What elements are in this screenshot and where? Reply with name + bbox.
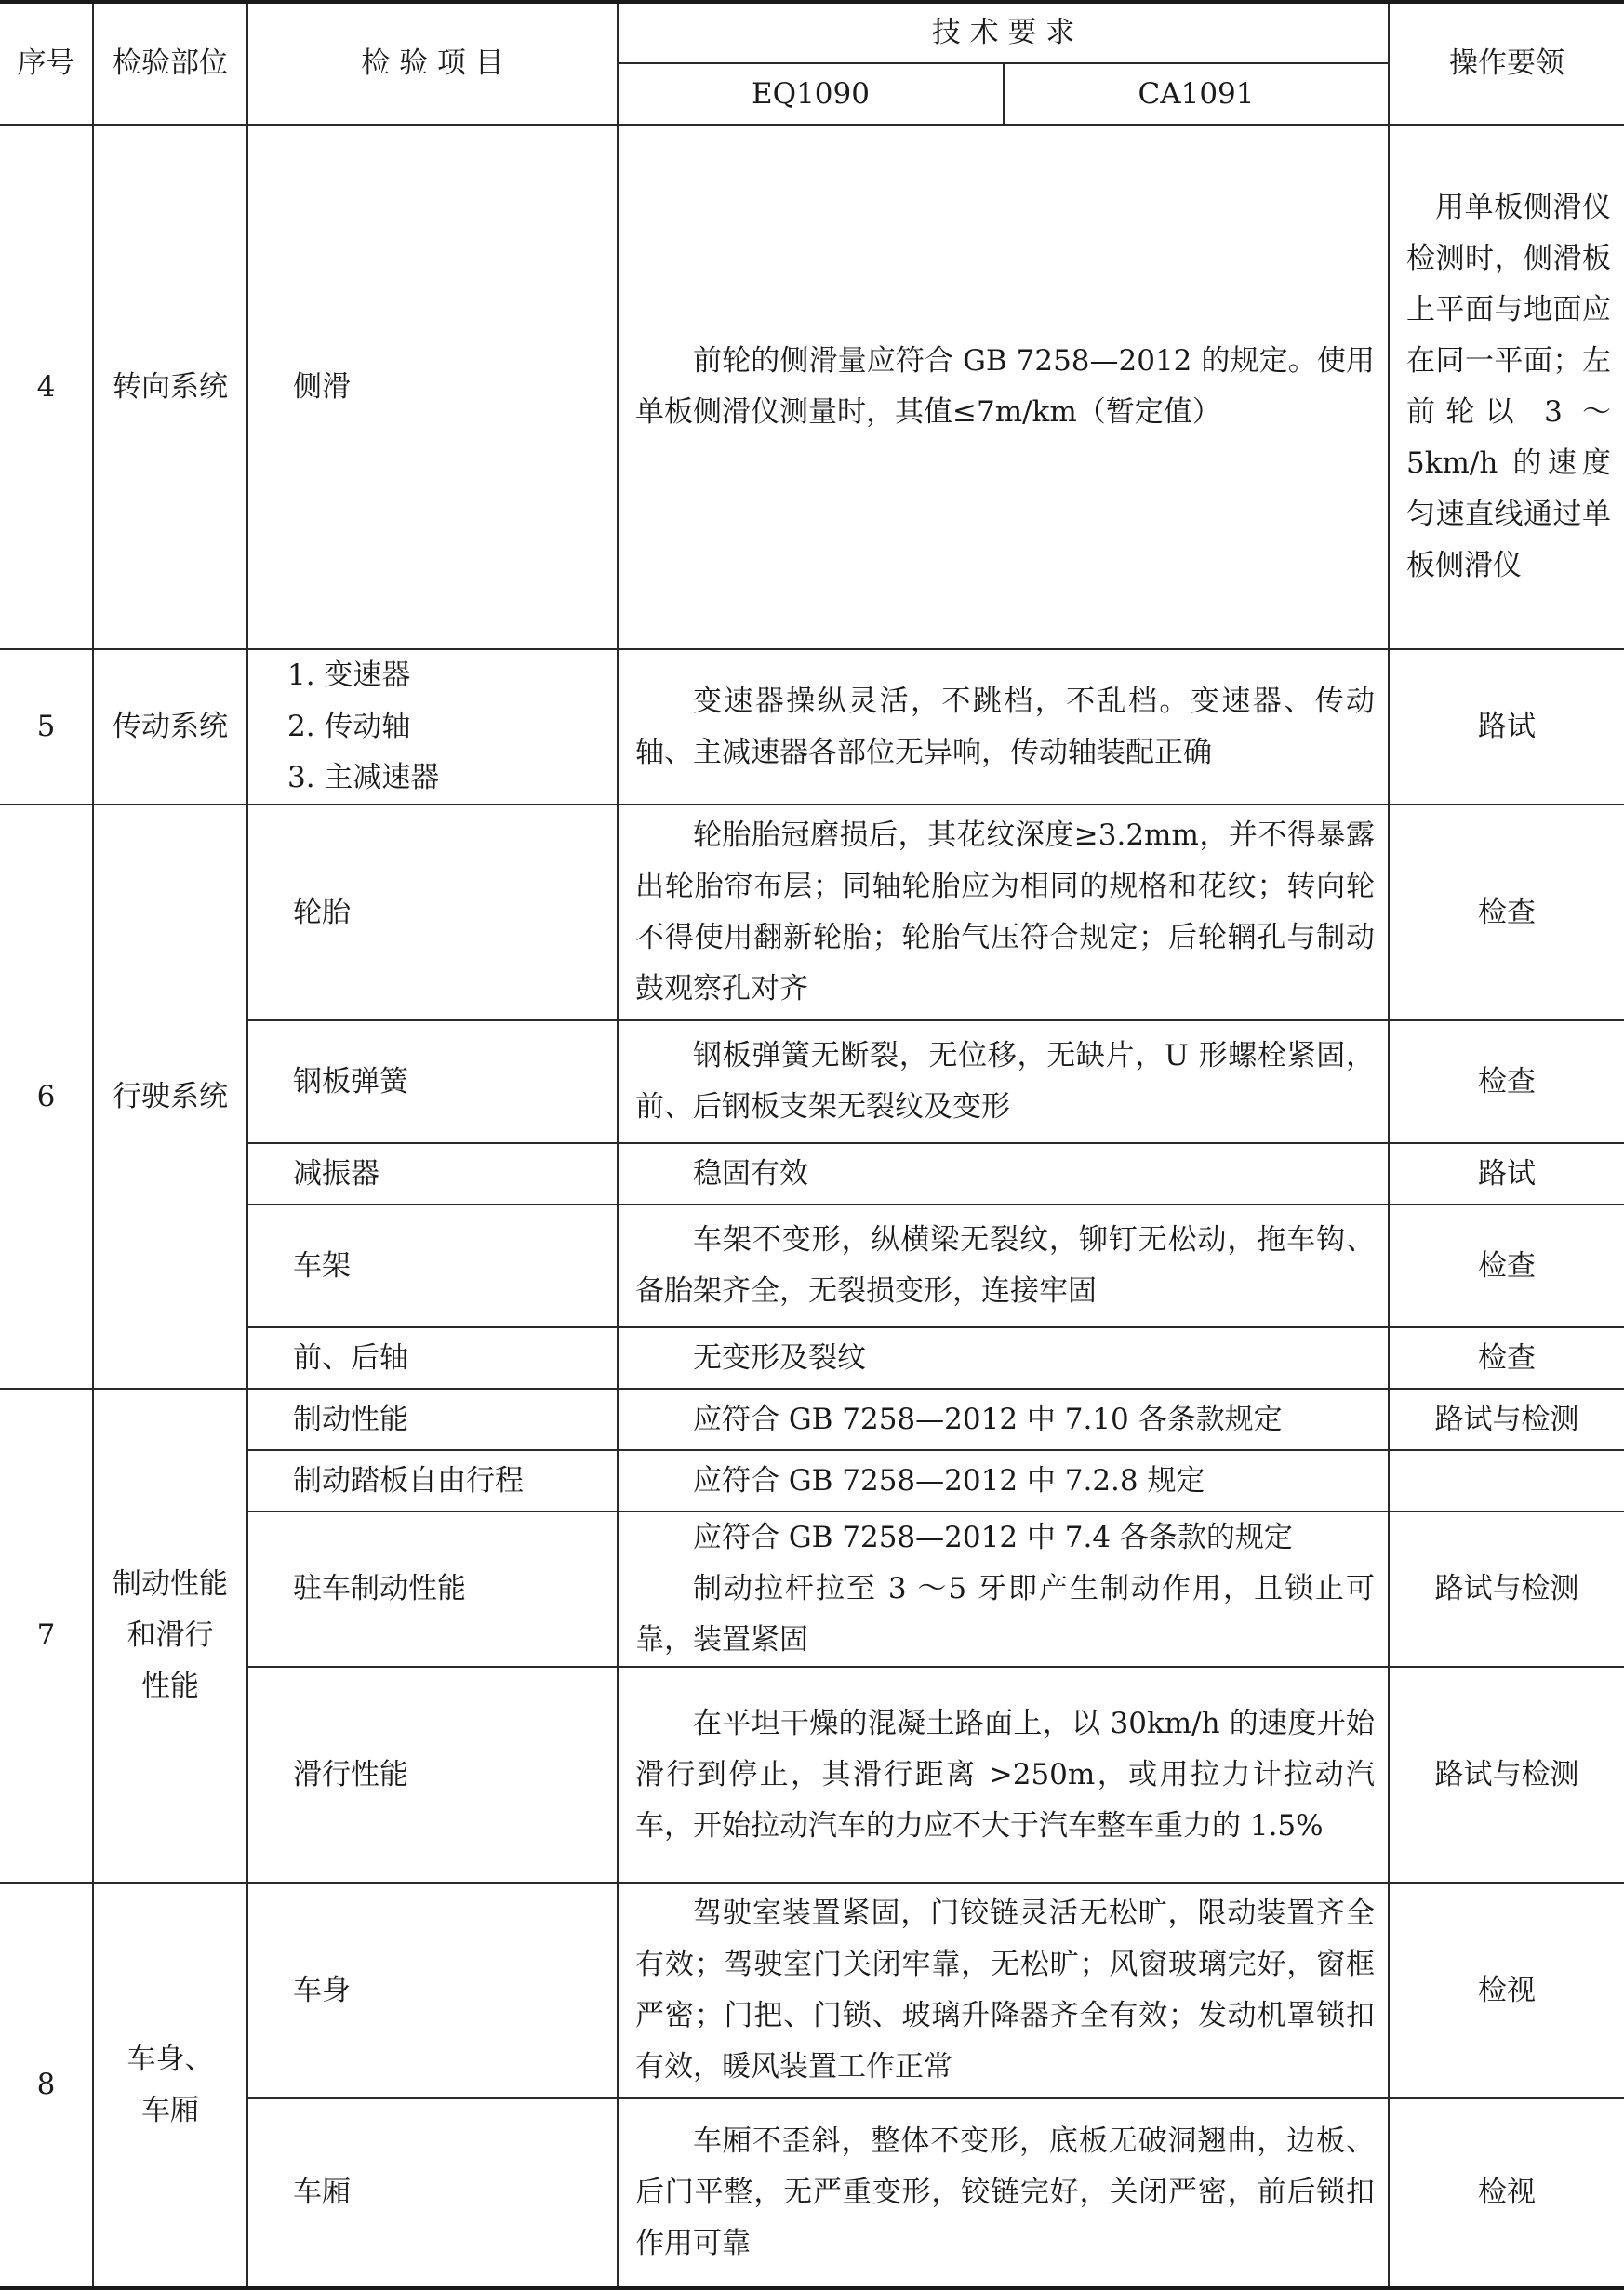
header-no: 序号 — [0, 2, 93, 125]
row-number: 5 — [0, 649, 93, 805]
technical-requirement: 应符合 GB 7258—2012 中 7.4 各条款的规定 制动拉杆拉至 3 ～5 牙即产生制动作用，且锁止可靠，装置紧固 — [618, 1511, 1389, 1667]
technical-requirement: 无变形及裂纹 — [618, 1327, 1389, 1389]
operation-method: 路试与检测 — [1389, 1389, 1624, 1450]
inspection-part: 传动系统 — [93, 649, 247, 805]
table-row — [0, 805, 1624, 1020]
technical-requirement: 稳固有效 — [618, 1143, 1389, 1205]
header-ca1091: CA1091 — [1004, 63, 1389, 125]
inspection-part: 制动性能 和滑行 性能 — [93, 1389, 247, 1883]
inspection-part: 转向系统 — [93, 125, 247, 649]
operation-method: 检查 — [1389, 1327, 1624, 1389]
header-eq1090: EQ1090 — [618, 63, 1004, 125]
list-item: 2. 传动轴 — [287, 710, 411, 743]
table-row — [0, 649, 1624, 805]
technical-requirement: 在平坦干燥的混凝土路面上，以 30km/h 的速度开始滑行到停止，其滑行距离 >250m，或用拉力计拉动汽车，开始拉动汽车的力应不大于汽车整车重力的 1.5% — [618, 1667, 1389, 1883]
table-row — [0, 1883, 1624, 2098]
inspection-item: 驻车制动性能 — [247, 1511, 618, 1667]
operation-method: 路试 — [1389, 649, 1624, 805]
inspection-item: 侧滑 — [247, 125, 618, 649]
operation-method: 用单板侧滑仪检测时，侧滑板上平面与地面应在同一平面；左前轮以 3 ～ 5km/h 的速度匀速直线通过单板侧滑仪 — [1389, 125, 1624, 649]
technical-requirement: 钢板弹簧无断裂，无位移，无缺片，U 形螺栓紧固，前、后钢板支架无裂纹及变形 — [618, 1020, 1389, 1143]
operation-method — [1389, 1450, 1624, 1511]
inspection-item: 车厢 — [247, 2098, 618, 2288]
operation-method: 检视 — [1389, 1883, 1624, 2098]
header-tech-requirements: 技 术 要 求 — [618, 2, 1389, 63]
row-number: 4 — [0, 125, 93, 649]
operation-method: 检视 — [1389, 2098, 1624, 2288]
header-item: 检 验 项 目 — [247, 2, 618, 125]
technical-requirement: 车厢不歪斜，整体不变形，底板无破洞翘曲，边板、后门平整，无严重变形，铰链完好，关闭严密，前后锁扣作用可靠 — [618, 2098, 1389, 2288]
table-row — [0, 1389, 1624, 1450]
row-number: 8 — [0, 1883, 93, 2288]
technical-requirement: 应符合 GB 7258—2012 中 7.10 各条款规定 — [618, 1389, 1389, 1450]
inspection-item-list — [247, 649, 618, 805]
inspection-item: 前、后轴 — [247, 1327, 618, 1389]
inspection-item: 轮胎 — [247, 805, 618, 1020]
technical-requirement: 变速器操纵灵活，不跳档，不乱档。变速器、传动轴、主减速器各部位无异响，传动轴装配正确 — [618, 649, 1389, 805]
technical-requirement: 驾驶室装置紧固，门铰链灵活无松旷，限动装置齐全有效；驾驶室门关闭牢靠，无松旷；风窗玻璃完好，窗框严密；门把、门锁、玻璃升降器齐全有效；发动机罩锁扣有效，暖风装置工作正常 — [618, 1883, 1389, 2098]
technical-requirement: 车架不变形，纵横梁无裂纹，铆钉无松动，拖车钩、备胎架齐全，无裂损变形，连接牢固 — [618, 1205, 1389, 1327]
row-number: 6 — [0, 805, 93, 1389]
operation-method: 检查 — [1389, 805, 1624, 1020]
row-number: 7 — [0, 1389, 93, 1883]
header-operation: 操作要领 — [1389, 2, 1624, 125]
inspection-item: 制动踏板自由行程 — [247, 1450, 618, 1511]
operation-method: 路试 — [1389, 1143, 1624, 1205]
table-row — [0, 125, 1624, 649]
inspection-part: 行驶系统 — [93, 805, 247, 1389]
inspection-item: 制动性能 — [247, 1389, 618, 1450]
technical-requirement: 轮胎胎冠磨损后，其花纹深度≥3.2mm，并不得暴露出轮胎帘布层；同轴轮胎应为相同的规格和花纹；转向轮不得使用翻新轮胎；轮胎气压符合规定；后轮辋孔与制动鼓观察孔对齐 — [618, 805, 1389, 1020]
operation-method: 检查 — [1389, 1020, 1624, 1143]
operation-method: 路试与检测 — [1389, 1667, 1624, 1883]
inspection-item: 减振器 — [247, 1143, 618, 1205]
inspection-item: 车架 — [247, 1205, 618, 1327]
list-item: 3. 主减速器 — [287, 761, 440, 794]
operation-method: 路试与检测 — [1389, 1511, 1624, 1667]
header-part: 检验部位 — [93, 2, 247, 125]
technical-requirement: 前轮的侧滑量应符合 GB 7258—2012 的规定。使用单板侧滑仪测量时，其值≤7m/km（暂定值） — [618, 125, 1389, 649]
inspection-item: 钢板弹簧 — [247, 1020, 618, 1143]
inspection-item: 滑行性能 — [247, 1667, 618, 1883]
list-item: 1. 变速器 — [287, 659, 411, 692]
inspection-part: 车身、 车厢 — [93, 1883, 247, 2288]
operation-method: 检查 — [1389, 1205, 1624, 1327]
technical-requirement: 应符合 GB 7258—2012 中 7.2.8 规定 — [618, 1450, 1389, 1511]
inspection-item: 车身 — [247, 1883, 618, 2098]
